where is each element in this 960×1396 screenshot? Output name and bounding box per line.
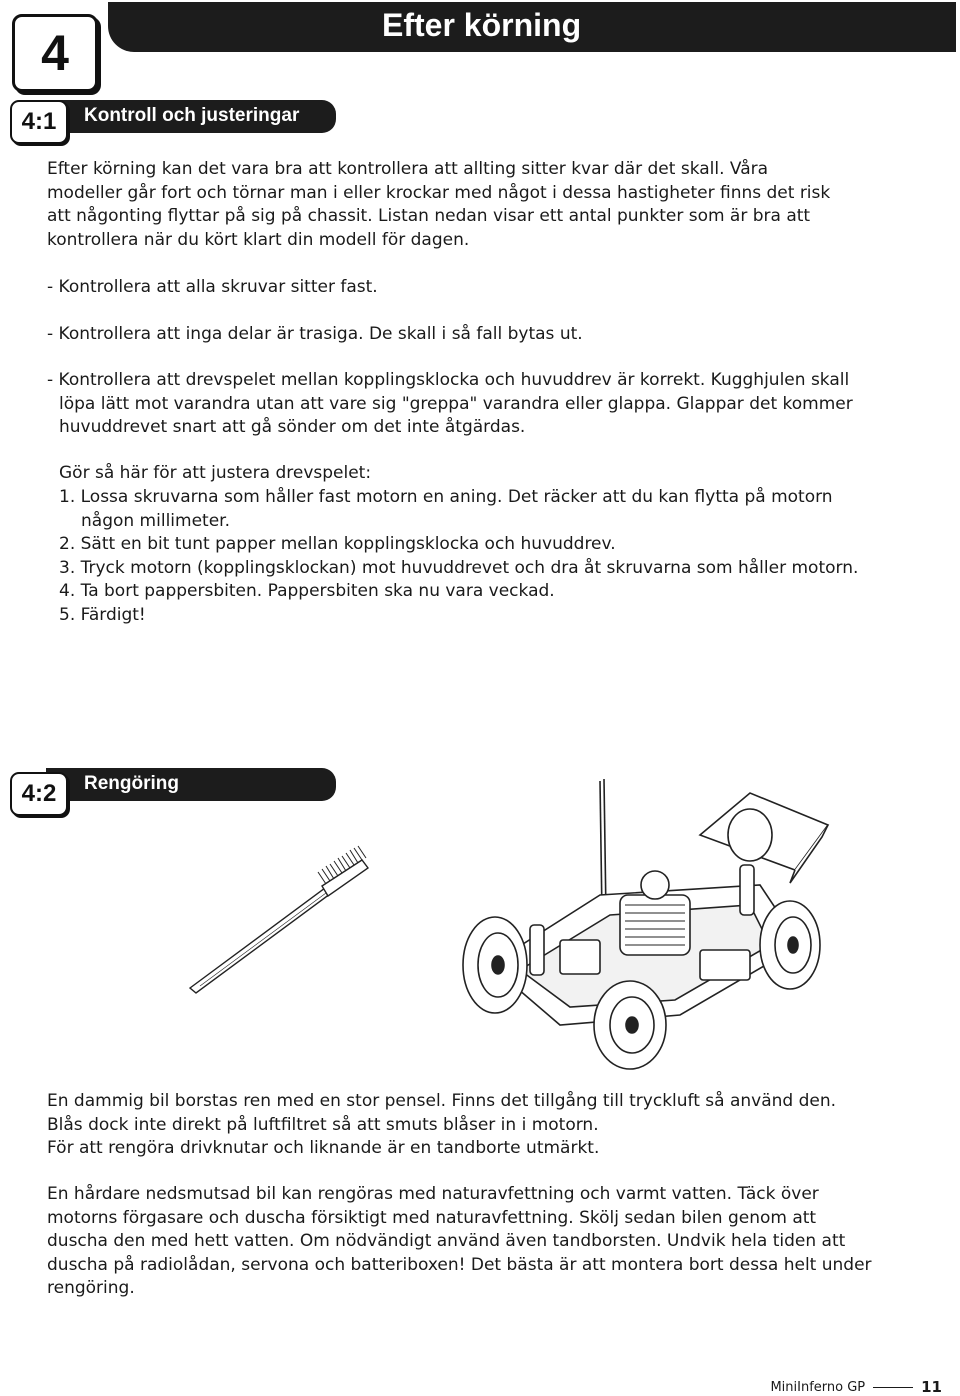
intro-line: kontrollera när du kört klart din modell för dagen. — [47, 229, 470, 250]
check-line: huvuddrevet snart att gå sönder om det inte åtgärdas. — [59, 417, 526, 437]
para-line: motorns förgasare och duscha försiktigt med naturavfettning. Skölj sedan bilen genom att — [47, 1207, 817, 1228]
para-line: duscha på radiolådan, servona och batteriboxen! Det bästa är att montera bort dessa helt under — [47, 1254, 872, 1275]
section-title-4-1: Kontroll och justeringar — [84, 105, 300, 126]
intro-line: Efter körning kan det vara bra att kontrollera att allting sitter kvar där det skall. Våra — [47, 159, 769, 179]
page-number: 11 — [921, 1378, 942, 1396]
section-number-4-1: 4:1 — [10, 100, 68, 144]
section-title-bar-4-2 — [46, 768, 336, 801]
adjust-heading: Gör så här för att justera drevspelet: — [59, 463, 372, 483]
brush-illustration — [180, 838, 380, 998]
section1-intro — [47, 158, 830, 252]
step-line: någon millimeter. — [81, 510, 230, 531]
intro-line: modeller går fort och törnar man i eller krockar med något i dessa hastigheter finns det risk — [47, 182, 831, 203]
step-line: 1. Lossa skruvarna som håller fast motorn en aning. Det räcker att du kan flytta på motorn — [59, 487, 833, 507]
section-number-4-2: 4:2 — [10, 772, 68, 816]
para-line: duscha den med hett vatten. Om nödvändigt använd även tandborsten. Undvik hela tiden att — [47, 1231, 846, 1251]
check-item-gear-mesh — [47, 369, 853, 440]
para-line: rengöring. — [47, 1278, 135, 1298]
step-line: 4. Ta bort pappersbiten. Pappersbiten ska nu vara veckad. — [59, 581, 555, 601]
section2-paragraph-1 — [47, 1090, 836, 1161]
chapter-number: 4 — [41, 25, 69, 81]
step-line: 2. Sätt en bit tunt papper mellan kopplingsklocka och huvuddrev. — [59, 534, 616, 554]
para-line: Blås dock inte direkt på luftfiltret så att smuts blåser in i motorn. — [47, 1114, 599, 1135]
check-item-screws: - Kontrollera att alla skruvar sitter fast. — [47, 277, 378, 297]
chapter-title-bar — [108, 2, 956, 52]
section-title-bar-4-1 — [46, 100, 336, 133]
check-line: löpa lätt mot varandra utan att vare sig "greppa" varandra eller glappa. Glappar det kommer — [59, 393, 853, 414]
check-item-broken-parts: - Kontrollera att inga delar är trasiga. De skall i så fall bytas ut. — [47, 324, 583, 344]
page-footer — [770, 1378, 942, 1396]
step-line: 3. Tryck motorn (kopplingsklockan) mot huvuddrevet och dra åt skruvarna som håller motorn. — [59, 557, 859, 578]
para-line: För att rengöra drivknutar och liknande är en tandborte utmärkt. — [47, 1138, 600, 1158]
para-line: En dammig bil borstas ren med en stor pensel. Finns det tillgång till tryckluft så använd den. — [47, 1091, 837, 1111]
section2-paragraph-2 — [47, 1183, 872, 1301]
footer-rule — [873, 1387, 913, 1388]
chapter-title: Efter körning — [382, 7, 582, 43]
intro-line: att någonting flyttar på sig på chassit. Listan nedan visar ett antal punkter som är bra att — [47, 206, 811, 226]
section-title-4-2: Rengöring — [84, 773, 179, 794]
adjust-steps — [59, 486, 858, 627]
rc-car-illustration — [450, 775, 840, 1075]
check-line: - Kontrollera att drevspelet mellan kopplingsklocka och huvuddrev är korrekt. Kugghjulen skall — [47, 370, 850, 390]
step-line: 5. Färdigt! — [59, 604, 146, 625]
para-line: En hårdare nedsmutsad bil kan rengöras med naturavfettning och varmt vatten. Täck över — [47, 1184, 819, 1204]
chapter-number-box — [12, 14, 98, 92]
footer-product: MiniInferno GP — [770, 1379, 866, 1395]
